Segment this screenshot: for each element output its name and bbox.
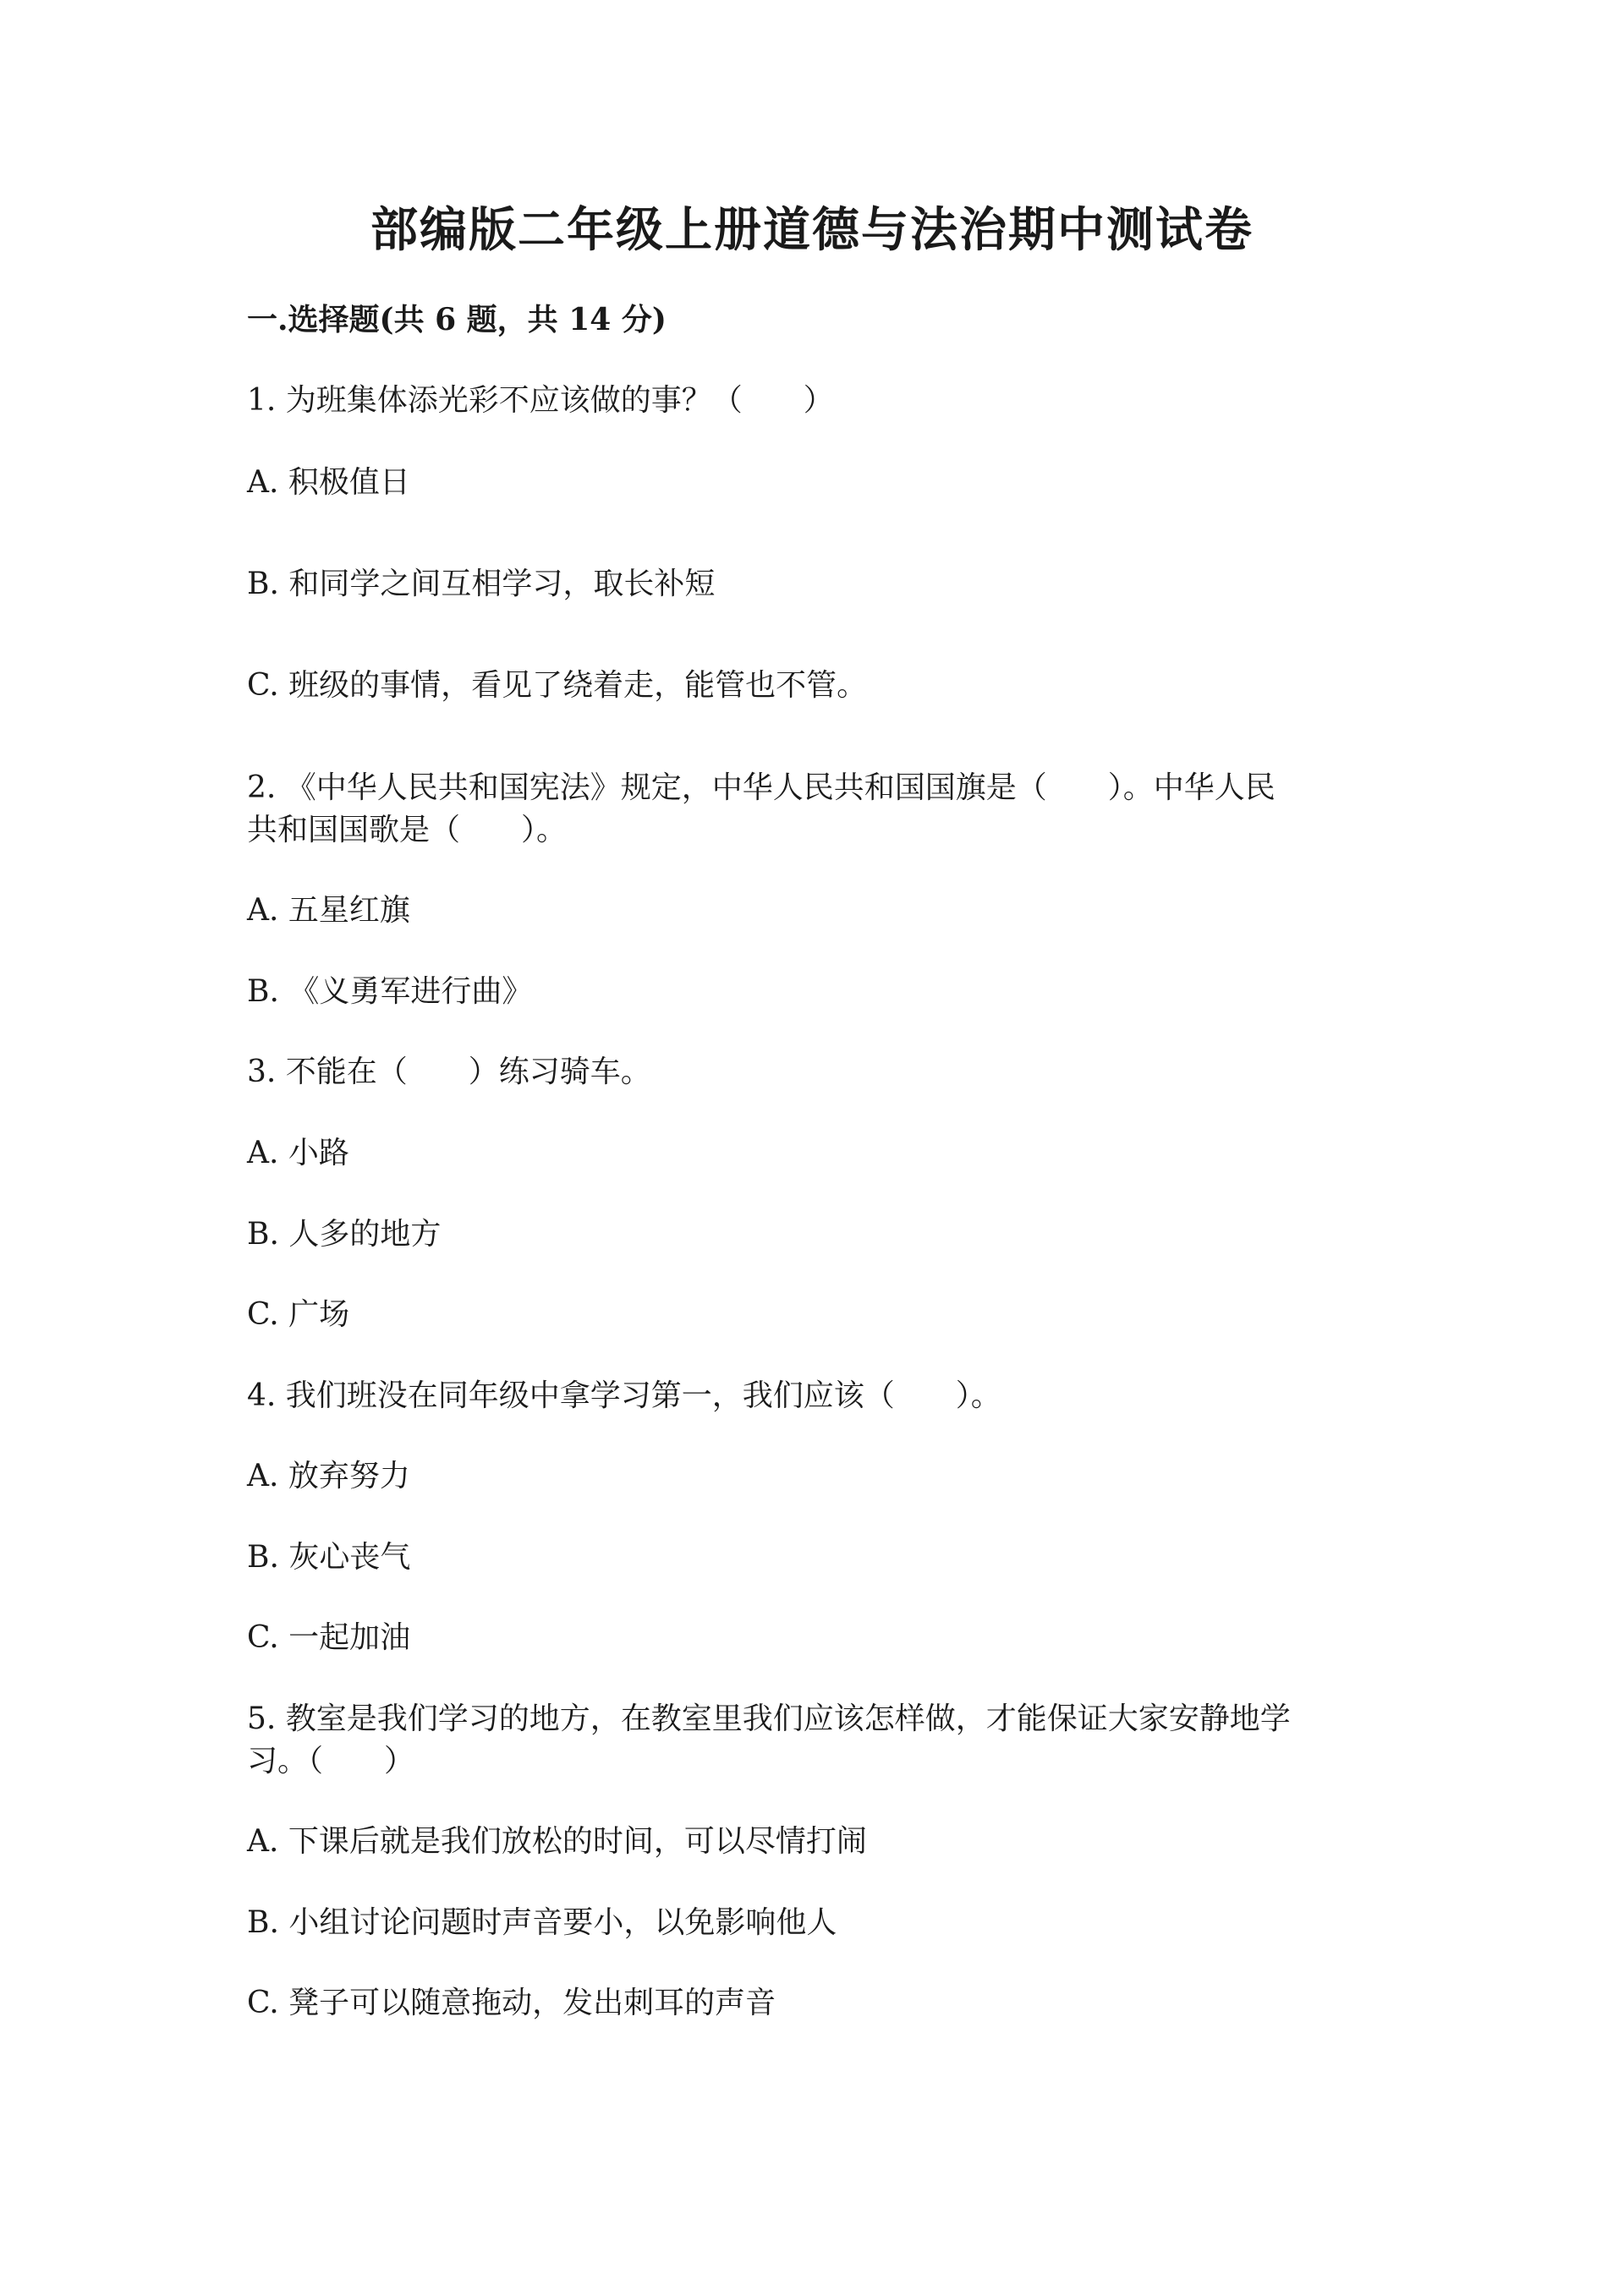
question-4-option-a: A. 放弃努力 [247,1459,410,1493]
question-2-option-a: A. 五星红旗 [247,893,410,928]
question-2-option-b: B. 《义勇军进行曲》 [247,974,533,1009]
question-2-stem-line-1: 2. 《中华人民共和国宪法》规定，中华人民共和国国旗是（ ）。中华人民 [247,770,1276,805]
page-title: 部编版二年级上册道德与法治期中测试卷 [370,202,1254,258]
question-3-option-b: B. 人多的地方 [247,1217,442,1252]
question-1-option-b: B. 和同学之间互相学习，取长补短 [247,567,716,601]
question-1-option-c: C. 班级的事情，看见了绕着走，能管也不管。 [247,668,868,703]
question-1-option-a: A. 积极值日 [247,465,410,500]
question-2-stem-line-2: 共和国国歌是（ ）。 [247,813,568,847]
question-5-stem-line-1: 5. 教室是我们学习的地方，在教室里我们应该怎样做，才能保证大家安静地学 [247,1701,1291,1736]
question-5-option-b: B. 小组讨论问题时声音要小，以免影响他人 [247,1905,837,1940]
question-5-stem-line-2: 习。（ ） [247,1744,415,1778]
question-3-option-a: A. 小路 [247,1136,349,1170]
question-3-stem: 3. 不能在（ ）练习骑车。 [247,1055,651,1089]
section-heading: 一.选择题(共 6 题，共 14 分) [247,302,667,337]
question-4-option-b: B. 灰心丧气 [247,1540,411,1575]
question-5-option-a: A. 下课后就是我们放松的时间，可以尽情打闹 [247,1824,867,1859]
question-4-stem: 4. 我们班没在同年级中拿学习第一，我们应该（ ）。 [247,1378,1001,1413]
question-5-option-c: C. 凳子可以随意拖动，发出刺耳的声音 [247,1986,776,2020]
question-1-stem: 1. 为班集体添光彩不应该做的事？（ ） [247,383,834,418]
question-4-option-c: C. 一起加油 [247,1620,411,1655]
question-3-option-c: C. 广场 [247,1297,350,1332]
